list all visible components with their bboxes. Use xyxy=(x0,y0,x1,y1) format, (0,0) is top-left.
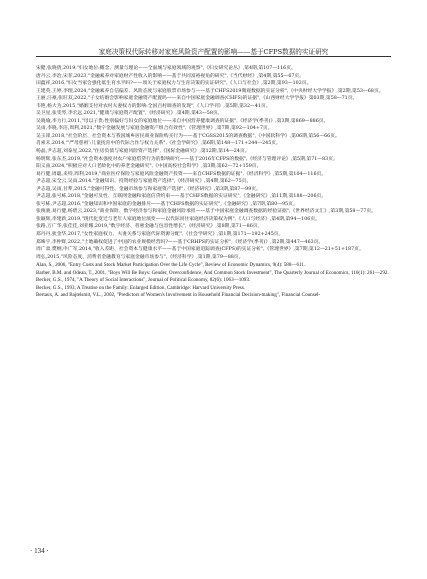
reference-entry: 肖索未,2014,"'严母慈祖':儿童抚育中的代际合作与权力关系",《社会学研究》,第6期,第148—171+244—245页。 xyxy=(36,141,281,147)
reference-entry: Becker, G.S., 1993, A Treatise on the Family: Enlarged Edition, Cambridge: Harvard University Press. xyxy=(36,284,246,291)
reference-entry: 王建英,王婷,李理,2024,"金融素养自信偏差、风险态度与家庭股票市场参与——基于CHFS2019微观数据的实证分析",《中央财经大学学报》,第2期,第53—68页。 xyxy=(36,88,384,94)
reference-list xyxy=(36,66,391,300)
reference-entry: 尹志超,张号栋,2018,"金融可及性、互联网金融和家庭信贷约束——基于CHFS数据的实证研究",《金融研究》,第11期,第188—206页。 xyxy=(36,194,327,200)
reference-entry: 吴雨,李晓,李洁,周利,2021,"数字金融发展与家庭金融资产组合有效性",《管理世界》,第7期,第92—104+7页。 xyxy=(36,126,273,132)
reference-entry: 尹志超,吴雨,甘犁,2015,"金融可得性、金融市场参与和家庭资产选择",《经济研究》,第3期,第87—99页。 xyxy=(36,186,261,192)
header-rule xyxy=(36,56,391,57)
reference-entry: 张路,万广华,张佳佳,刘亚娜,2019,"数字经济、普惠金融与包容性增长",《经济研究》,第8期,第71—86页。 xyxy=(36,224,263,230)
reference-entry: 吴晓瑜,李力行,2011,"母以子贵:性别偏好与妇女的家庭地位——来自中国营养健康调查的证据",《经济学(季刊)》,第3期,第869—886页。 xyxy=(36,118,329,124)
reference-entry: 郑丹丹,狄金华,2017,"女性家庭权力、夫妻关系与家庭代际资源分配",《社会学研究》,第1期,第171—192+245页。 xyxy=(36,232,284,238)
page-number: · 134 · xyxy=(30,547,49,555)
reference-entry: Bertaux, A. and Bajtelsmit, V.L., 2002, "Predictors of Women's Involvement in Household Financial Decision-making", Financial Counsel- xyxy=(36,292,321,299)
running-header: 家庭决策权代际转移对家庭风险资产配置的影响——基于CFPS数据的实证研究 xyxy=(98,48,329,56)
reference-entry: 田蕴祥,2016,"妇女当家会强化低生育水平吗?——项关于家庭权力与生育决策的实证研究",《人口与社会》,第2期,第93—102页。 xyxy=(36,81,312,87)
reference-entry: 张俊骏,易行健,杨碧云,2023,"商业保险、数字经济参与和家庭金融风险承担——基于中国家庭金融调查数据的经验证据",《世界经济文汇》,第3期,第58—77页。 xyxy=(36,209,376,215)
reference-entry: 王丽,汪豪,张旺双,2022,"子女结婚会影响家庭金融资产配置吗——来自中国家庭金融调查(CHFS)的证据",《山西财经大学学报》第03期,第58—71页。 xyxy=(36,96,358,102)
reference-entry: Alan, S., 2006, "Entry Costs and Stock Market Participation Over the Life Cycle", Review of Economic Dynamics, 9(4): 588—611. xyxy=(36,262,306,269)
reference-entry: 易行健,周聪,来特,周利,2019,"商业医疗保险与家庭风险金融资产投资——来自CHFS数据的证据",《经济科学》,第5期,第104—116页。 xyxy=(36,171,327,177)
reference-entry: 唐丹云,李治,宋菲,2023,"金融素养对家庭财产性收入的影响——基于共同富裕视角的研究",《当代财经》,第4期,第55—67页。 xyxy=(36,73,305,79)
reference-entry: 杨明辉,张东杰,2019,"社会资本强度对农户家庭借贷行为的影响研究——基于2016年CFPS的数据",《经济与管理评论》,第5期,第71—83页。 xyxy=(36,156,338,162)
reference-entry: 张颖辉,李建新,2019,"现代化变迁与老年人家庭地位演变——以代际同住家庭经济决策权为例",《人口与经济》,第4期,第94—106页。 xyxy=(36,216,320,222)
reference-entry: 郑姝宇,李仲辉,2022,"土地确权促进了中国的农业规模经营吗?——基于CRHPS的实证分析",《经济学(季刊)》,第2期,第447—463页。 xyxy=(36,239,324,245)
reference-entry: 吴卫星,张雯琴,李宏远,2021,"健康与家庭资产配置",《经济研究》,第4期,第43—58页。 xyxy=(36,111,223,117)
reference-entry: 周广肃,樊纲,申广军,2014,"收入差距、社会资本与健康水平——基于中国家庭追踪调查(CFPS)的实证分析",《管理世界》,第7期,第12—21+51+187页。 xyxy=(36,247,364,253)
reference-entry: 宋健,张晓倩,2019,"妇女地位:概念、测量与理论——全面城与家庭领域的观察",《妇女研究论丛》,第4期,第107—116页。 xyxy=(36,66,296,71)
reference-entry: 韦艳,杨大为,2015,"婚姻支付对农村夫妻权力的影响:全国百村调查的发现",《人口学刊》,第5期,第32—41页。 xyxy=(36,103,271,109)
reference-entry: 周弘,2015,"风险态度、消费者金融教育与家庭金融市场参与",《经济科学》,第1期,第79—88页。 xyxy=(36,254,244,260)
reference-entry: 杨晶,尹志超,刘泰星,2022,"住房负债与家庭风险资产选择",《国际金融研究》,第12期,第14—24页。 xyxy=(36,149,250,155)
reference-entry: 阳义南,2024,"积极应对人口老龄化中的养老金融研究",《中国高校社会科学》,第3期,第62—72+159页。 xyxy=(36,164,262,170)
reference-entry: 吴玉锋,2018,"社会阶层、社会资本与我国城乡居民商业保险购买行为——基于CGSS2015的调查数据",《中国软科学》,第06期,第56—66页。 xyxy=(36,133,340,139)
reference-entry: Barber, B.M. and Odean, T., 2001, "Boys Will Be Boys: Gender, Overconfidence, And Common Stock Investment", The Quarterly Journal of Economics, 116(1): 261—292. xyxy=(36,269,389,276)
reference-entry: 张号栋,尹志超,2016,"金融知识和中国家庭的金融排斥——基于CHFS数据的实证研究",《金融研究》,第7期,第80—95页。 xyxy=(36,201,298,207)
reference-entry: 尹志超,宋全云,吴雨,2014,"金融知识、投资经验与家庭资产选择",《经济研究》,第4期,第62—75页。 xyxy=(36,179,252,185)
reference-entry: Becker, G.S., 1974, "A Theory of Social Interactions", Journal of Political Economy, 82(6): 1063—1093. xyxy=(36,277,251,284)
